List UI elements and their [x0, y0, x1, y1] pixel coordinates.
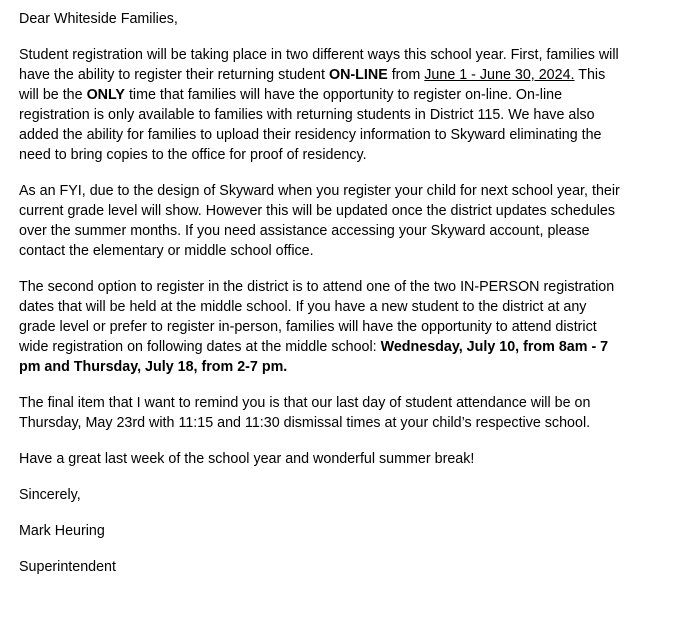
text-line: dates that will be held at the middle school. If you have a new student to the district at any [19, 299, 587, 315]
text-run: have the ability to register their returning student [19, 67, 329, 83]
text-line: need to bring copies to the office for proof of residency. [19, 147, 367, 163]
text-line: As an FYI, due to the design of Skyward when you register your child for next school year, their [19, 183, 620, 199]
text-line: contact the elementary or middle school office. [19, 243, 314, 259]
only-emphasis: ONLY [86, 87, 125, 103]
text-line: The final item that I want to remind you is that our last day of student attendance will be on [19, 395, 591, 411]
online-emphasis: ON-LINE [328, 67, 388, 83]
text-line: grade level or prefer to register in-person, families will have the opportunity to attend district [19, 319, 597, 335]
text-line: added the ability for families to upload their residency information to Skyward eliminating the [19, 127, 602, 143]
paragraph-skyward-fyi [19, 181, 674, 261]
greeting: Dear Whiteside Families, [19, 11, 178, 27]
text-line: over the summer months. If you need assistance accessing your Skyward account, please [19, 223, 590, 239]
text-line [19, 85, 674, 105]
paragraph-in-person-registration [19, 277, 674, 377]
online-date-range: June 1 - June 30, 2024. [424, 67, 575, 83]
text-line: current grade level will show. However this will be updated once the district updates schedules [19, 203, 616, 219]
text-line: The second option to register in the district is to attend one of the two IN-PERSON registration [19, 279, 615, 295]
paragraph-online-registration [19, 45, 674, 165]
paragraph-farewell: Have a great last week of the school year and wonderful summer break! [19, 451, 475, 467]
in-person-dates: Wednesday, July 10, from 8am - 7 [380, 339, 609, 355]
text-run: This [574, 67, 606, 83]
in-person-dates-continued: pm and Thursday, July 18, from 2-7 pm. [19, 359, 288, 375]
signature-title: Superintendent [19, 559, 116, 575]
text-run: time that families will have the opportunity to register on-line. On-line [124, 87, 563, 103]
text-line: registration is only available to families with returning students in District 115. We have also [19, 107, 595, 123]
text-line: Thursday, May 23rd with 11:15 and 11:30 dismissal times at your child’s respective school. [19, 415, 591, 431]
text-run: from [387, 67, 425, 83]
signature-name: Mark Heuring [19, 523, 105, 539]
text-line [19, 337, 674, 357]
letter-body [19, 9, 674, 593]
text-run: wide registration on following dates at the middle school: [19, 339, 381, 355]
closing: Sincerely, [19, 487, 81, 503]
text-run: will be the [19, 87, 87, 103]
paragraph-last-day [19, 393, 674, 433]
text-line: Student registration will be taking place in two different ways this school year. First, families will [19, 47, 619, 63]
text-line [19, 65, 674, 85]
